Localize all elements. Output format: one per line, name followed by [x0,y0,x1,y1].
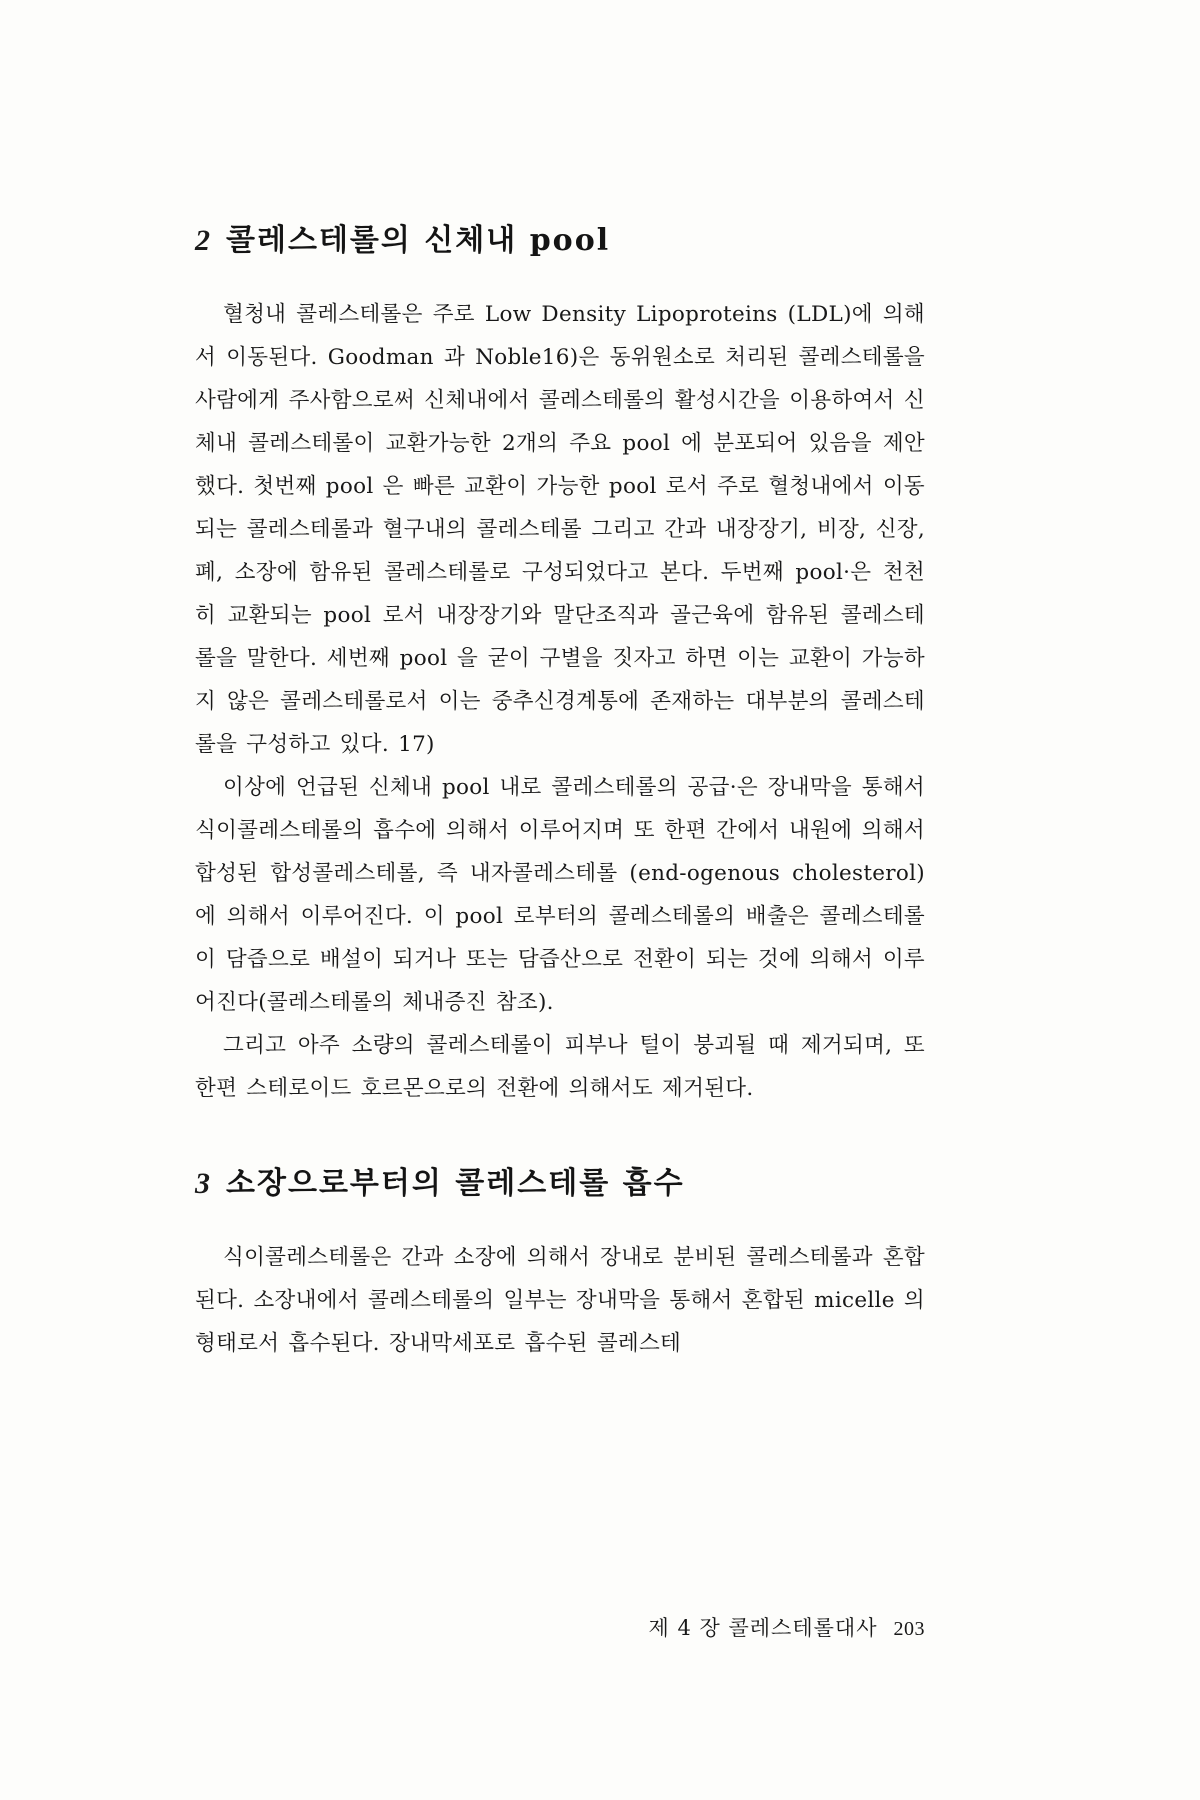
paragraph-2-3: 그리고 아주 소량의 콜레스테롤이 피부나 털이 붕괴될 때 제거되며, 또 한편 스테로이드 호르몬으로의 전환에 의해서도 제거된다. [195,1033,925,1101]
page-footer [195,1612,925,1642]
page-content [195,215,925,1365]
section-title-2: 콜레스테롤의 신체내 pool [226,223,611,258]
section-number-3: 3 [195,1167,210,1200]
spacer [195,1110,925,1158]
footer-page-number: 203 [893,1618,925,1640]
paragraph-2-2: 이상에 언급된 신체내 pool 내로 콜레스테롤의 공급·은 장내막을 통해서 식이콜레스테롤의 흡수에 의해서 이루어지며 또 한편 간에서 내원에 의해서 합성된 합성콜레스테롤, 즉 내자콜레스테롤 (end-ogenous cholesterol)에 의해서 이루어진다. 이 pool 로부터의 콜레스테롤의 배출은 콜레스테롤이 담즙으로 배설이 되거나 또는 담즙산으로 전환이 되는 것에 의해서 이루어진다(콜레스테롤의 체내증진 참조). [195,775,925,1015]
section-number-2: 2 [195,224,210,257]
spacer [195,1202,925,1236]
paragraph-2-1: 혈청내 콜레스테롤은 주로 Low Density Lipoproteins (LDL)에 의해서 이동된다. Goodman 과 Noble16)은 동위원소로 처리된 콜레스테롤을 사람에게 주사함으로써 신체내에서 콜레스테롤의 활성시간을 이용하여서 신체내 콜레스테롤이 교환가능한 2개의 주요 pool 에 분포되어 있음을 제안했다. 첫번째 pool 은 빠른 교환이 가능한 pool 로서 주로 혈청내에서 이동되는 콜레스테롤과 혈구내의 콜레스테롤 그리고 간과 내장장기, 비장, 신장, 폐, 소장에 함유된 콜레스테롤로 구성되었다고 본다. 두번째 pool·은 천천히 교환되는 pool 로서 내장장기와 말단조직과 골근육에 함유된 콜레스테롤을 말한다. 세번째 pool 을 굳이 구별을 짓자고 하면 이는 교환이 가능하지 않은 콜레스테롤로서 이는 중추신경계통에 존재하는 대부분의 콜레스테롤을 구성하고 있다. 17) [195,302,925,757]
section-title-3: 소장으로부터의 콜레스테롤 흡수 [226,1166,685,1201]
spacer [195,259,925,293]
paragraph-3-1: 식이콜레스테롤은 간과 소장에 의해서 장내로 분비된 콜레스테롤과 혼합된다. 소장내에서 콜레스테롤의 일부는 장내막을 통해서 혼합된 micelle 의 형태로서 흡수된다. 장내막세포로 흡수된 콜레스테 [195,1245,925,1356]
section-heading-3 [195,1158,925,1202]
section-heading-2 [195,215,925,259]
footer-chapter: 제 4 장 콜레스테롤대사 [648,1616,878,1640]
